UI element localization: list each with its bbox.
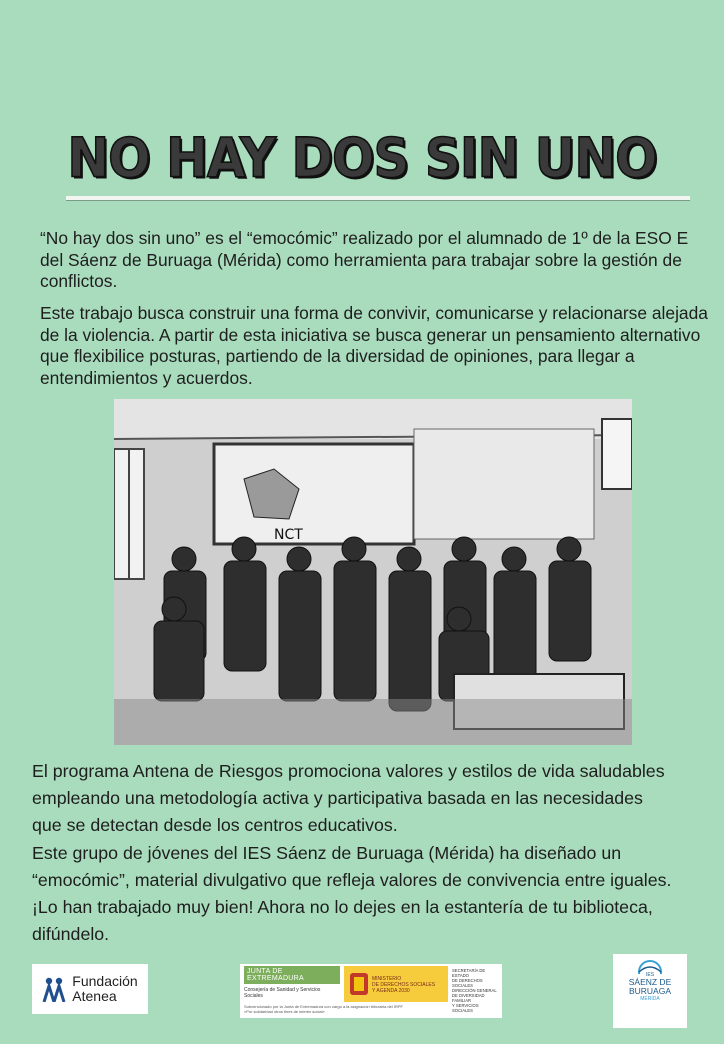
body-line: El programa Antena de Riesgos promociona valores y estilos de vida saludables: [32, 761, 665, 781]
secretaria-line-3: DIRECCIÓN GENERAL: [452, 988, 497, 993]
junta-sub: Consejería de Sanidad y Servicios Sociales: [244, 987, 321, 999]
ministry-logo: [344, 966, 448, 1002]
body-text: [32, 758, 724, 948]
atenea-figures-icon: [42, 976, 66, 1002]
body-line: empleando una metodología activa y participativa basada en las necesidades: [32, 788, 643, 809]
body-line: difúndelo.: [32, 924, 110, 945]
title-underline: [66, 196, 690, 201]
body-line: ¡Lo han trabajado muy bien! Ahora no lo dejes en la estantería de tu biblioteca,: [32, 897, 653, 918]
atenea-line-1: Fundación: [72, 973, 138, 989]
atenea-line-2: Atenea: [72, 988, 117, 1004]
intro-paragraph-1: “No hay dos sin uno” es el “emocómic” realizado por el alumnado de 1º de la ESO E del Sáenz de Buruaga (Mérida) como herramienta para trabajar sobre la gestión de conflictos.: [40, 228, 689, 291]
secretaria-line-4: DE DIVERSIDAD FAMILIAR: [452, 993, 485, 1003]
body-line: Este grupo de jóvenes del IES Sáenz de Buruaga (Mérida) ha diseñado un: [32, 842, 622, 863]
ies-saenz-de-buruaga-logo: [613, 954, 687, 1028]
ministry-line-2: DE DERECHOS SOCIALES: [372, 982, 436, 988]
ies-name: SÁENZ DE BURUAGA: [628, 977, 672, 996]
secretaria-line-5: Y SERVICIOS SOCIALES: [452, 1003, 479, 1013]
intro-paragraph-2: Este trabajo busca construir una forma de convivir, comunicarse y relacionarse alejada de la violencia. A partir de esta iniciativa se busca generar un pensamiento alternativo que flexibilice posturas, partiendo de la diversidad de opiniones, para llegar a entendimientos y acuerdos.: [40, 303, 708, 388]
ies-top: IES: [645, 972, 655, 978]
body-line: “emocómic”, material divulgativo que refleja valores de convivencia entre iguales.: [32, 869, 672, 890]
ministry-line-3: Y AGENDA 2030: [372, 988, 410, 994]
ies-globe-icon: [638, 960, 662, 974]
junta-small-1: Subvencionado por la Junta de Extremadura con cargo a la asignación tributaria del IRPF: [244, 1004, 403, 1009]
secretaria-line-1: SECRETARÍA DE ESTADO: [452, 968, 486, 978]
page-title: NO HAY DOS SIN UNO: [67, 126, 657, 190]
sponsors-logo-strip: [240, 964, 502, 1018]
group-photo: [114, 399, 632, 745]
fundacion-atenea-logo: [32, 964, 148, 1014]
body-line: que se detectan desde los centros educativos.: [32, 815, 398, 836]
ies-city: MÉRIDA: [640, 996, 660, 1002]
junta-small-2: «Por solidaridad otros fines de interés social»: [244, 1009, 325, 1014]
ministry-line-1: MINISTERIO: [372, 976, 402, 982]
secretaria-line-2: DE DERECHOS SOCIALES: [452, 978, 483, 988]
junta-extremadura-logo: [244, 966, 340, 999]
wall-sign-text: NCT: [274, 527, 303, 543]
junta-bar: JUNTA DE EXTREMADURA: [244, 966, 340, 984]
spain-crest-icon: [348, 969, 370, 999]
